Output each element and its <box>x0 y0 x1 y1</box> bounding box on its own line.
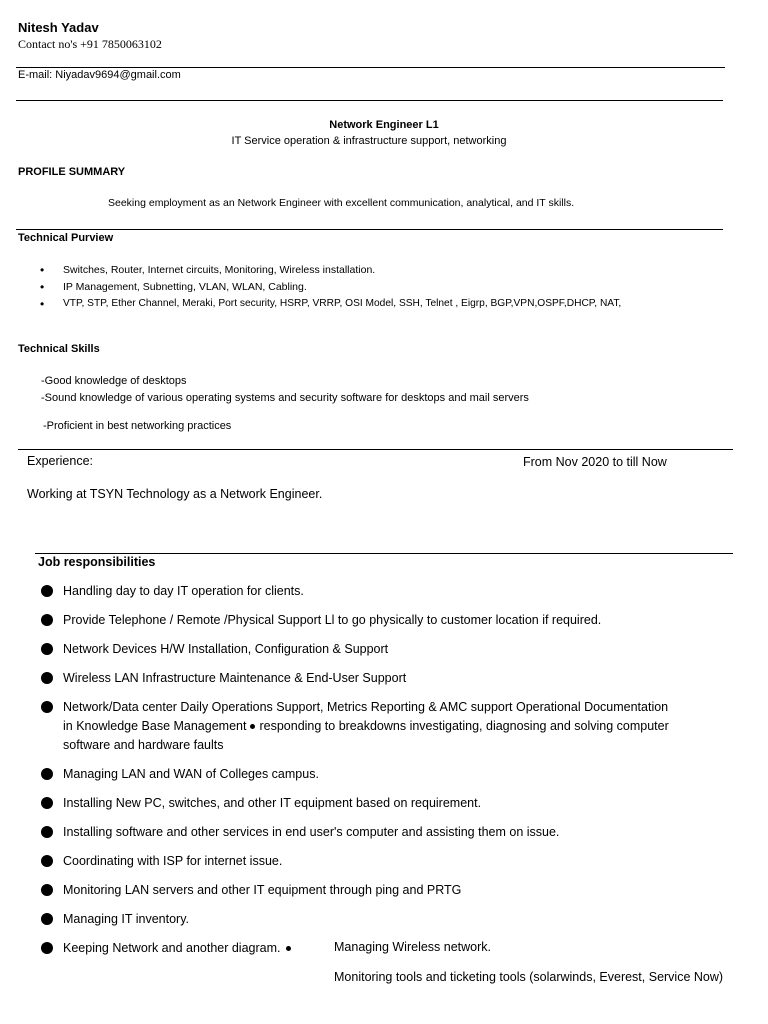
list-item-text: in Knowledge Base Management <box>63 719 247 733</box>
divider <box>16 67 725 68</box>
bullet-icon <box>41 797 53 809</box>
list-item-text: Coordinating with ISP for internet issue. <box>63 854 283 868</box>
bullet-icon <box>41 768 53 780</box>
list-item <box>39 794 669 823</box>
list-item <box>39 611 669 640</box>
divider <box>18 449 733 450</box>
bullet-icon <box>41 913 53 925</box>
profile-summary-heading: PROFILE SUMMARY <box>18 166 126 178</box>
job-responsibilities-heading: Job responsibilities <box>38 555 156 569</box>
list-item-text: Network/Data center Daily Operations Support, Metrics Reporting & AMC support Operational Documentation <box>63 700 669 714</box>
side-list-item: Managing Wireless network. <box>334 940 492 954</box>
divider <box>35 553 733 554</box>
list-item-text: Wireless LAN Infrastructure Maintenance & End-User Support <box>63 671 407 685</box>
bullet-icon <box>41 701 53 713</box>
list-item-text: Installing New PC, switches, and other IT equipment based on requirement. <box>63 796 482 810</box>
list-item-text: Network Devices H/W Installation, Configuration & Support <box>63 642 389 656</box>
list-item: • Switches, Router, Internet circuits, Monitoring, Wireless installation. <box>40 263 621 280</box>
list-item <box>39 669 669 698</box>
profile-summary-text: Seeking employment as an Network Engineer with excellent communication, analytical, and IT skills. <box>108 197 575 209</box>
bullet-icon <box>41 614 53 626</box>
bullet-icon <box>41 884 53 896</box>
bullet-icon <box>286 946 291 951</box>
divider <box>16 100 723 101</box>
list-item <box>39 910 669 939</box>
bullet-icon <box>41 855 53 867</box>
bullet-icon <box>250 724 255 729</box>
job-title: Network Engineer L1 <box>329 119 439 131</box>
list-item-text: responding to breakdowns investigating, diagnosing and solving computer <box>259 719 669 733</box>
list-item-text: Provide Telephone / Remote /Physical Support Ll to go physically to customer location if required. <box>63 613 602 627</box>
list-item-text: software and hardware faults <box>63 738 224 752</box>
skill-item: -Sound knowledge of various operating systems and security software for desktops and mail servers <box>41 392 529 404</box>
technical-purview-list <box>40 263 621 314</box>
skill-item: -Proficient in best networking practices <box>43 420 232 432</box>
list-item <box>39 852 669 881</box>
responsibilities-list <box>39 582 669 968</box>
job-subtitle: IT Service operation & infrastructure support, networking <box>231 135 507 147</box>
bullet-icon <box>41 942 53 954</box>
experience-dates: From Nov 2020 to till Now <box>523 455 667 469</box>
candidate-name: Nitesh Yadav <box>18 20 99 35</box>
divider <box>16 229 723 230</box>
list-item-text: Monitoring LAN servers and other IT equipment through ping and PRTG <box>63 883 462 897</box>
bullet-icon <box>41 643 53 655</box>
experience-text: Working at TSYN Technology as a Network Engineer. <box>27 487 323 501</box>
list-item <box>39 823 669 852</box>
list-item-text: Keeping Network and another diagram. <box>63 941 281 955</box>
contact-number: Contact no's +91 7850063102 <box>18 37 162 51</box>
list-item: • IP Management, Subnetting, VLAN, WLAN, Cabling. <box>40 280 621 297</box>
list-item <box>39 765 669 794</box>
bullet-icon <box>41 672 53 684</box>
bullet-icon <box>41 826 53 838</box>
list-item: • VTP, STP, Ether Channel, Meraki, Port security, HSRP, VRRP, OSI Model, SSH, Telnet , Eigrp, BGP,VPN,OSPF,DHCP, NAT, <box>40 297 621 314</box>
skill-item: -Good knowledge of desktops <box>41 375 187 387</box>
list-item-text: Managing LAN and WAN of Colleges campus. <box>63 767 319 781</box>
experience-label: Experience: <box>27 454 94 468</box>
list-item-text: Installing software and other services in end user's computer and assisting them on issue. <box>63 825 560 839</box>
side-list-item: Monitoring tools and ticketing tools (solarwinds, Everest, Service Now) <box>334 970 724 984</box>
technical-purview-heading: Technical Purview <box>18 232 114 244</box>
email-address: E-mail: Niyadav9694@gmail.com <box>18 69 181 81</box>
list-item <box>39 640 669 669</box>
technical-skills-heading: Technical Skills <box>18 343 100 355</box>
list-item <box>39 582 669 611</box>
list-item <box>39 698 669 765</box>
list-item-text: Managing IT inventory. <box>63 912 189 926</box>
bullet-icon <box>41 585 53 597</box>
list-item-text: Handling day to day IT operation for clients. <box>63 584 304 598</box>
list-item <box>39 881 669 910</box>
